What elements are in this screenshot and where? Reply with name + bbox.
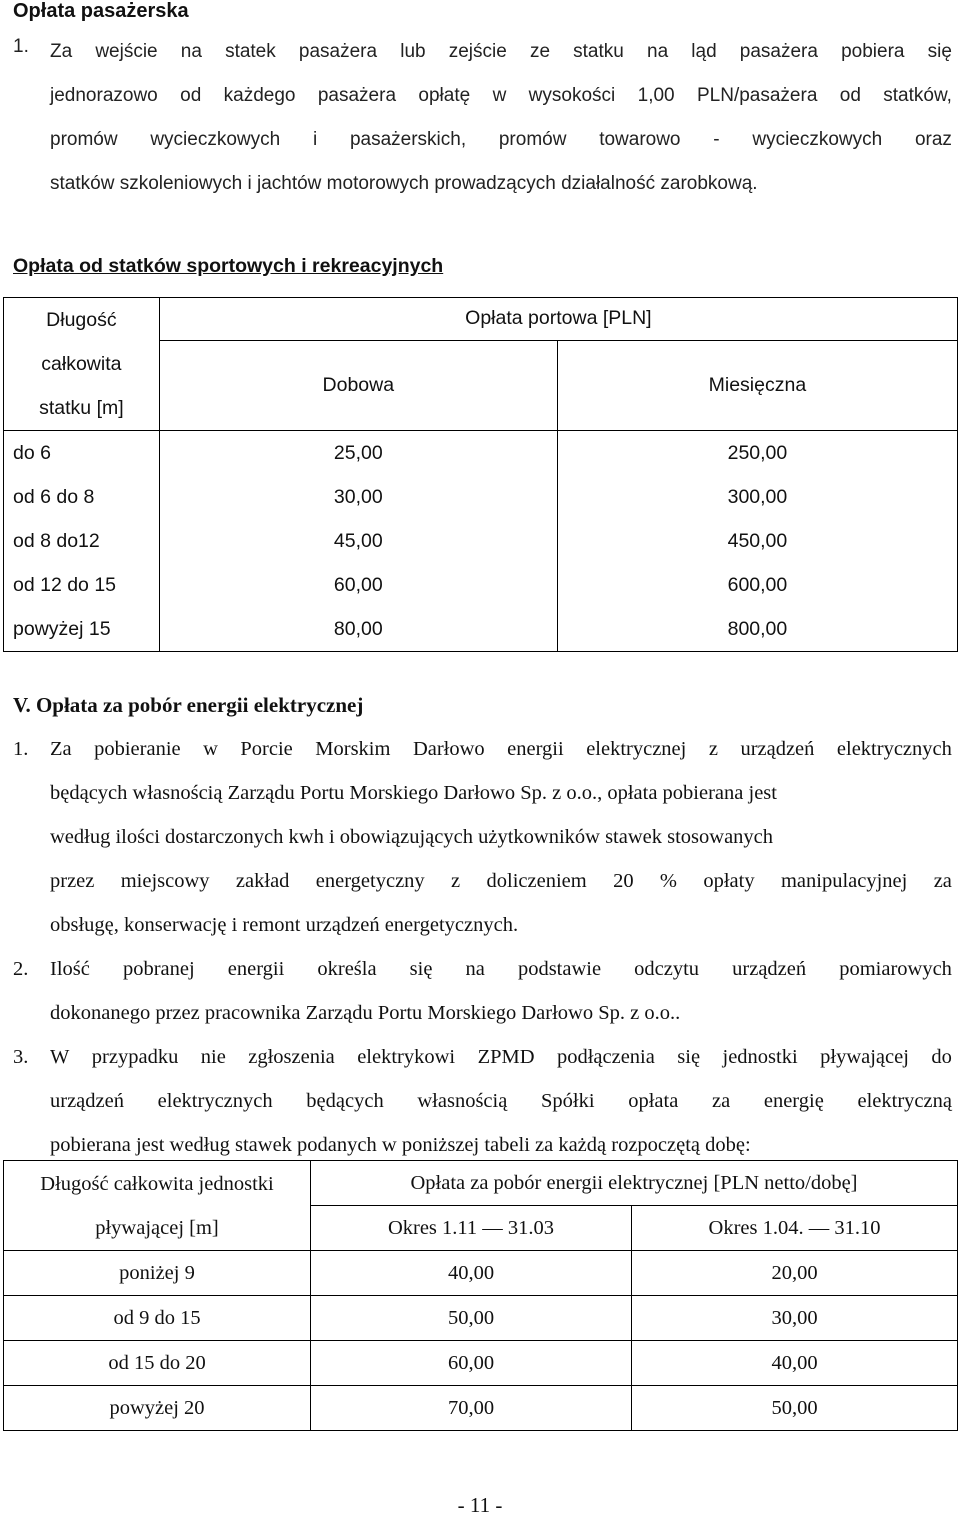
energy-item-2 [13, 947, 960, 1035]
energy-item-number: 2. [13, 958, 29, 980]
word: Za [50, 41, 73, 62]
word: przez [50, 870, 95, 892]
word: 1,00 [637, 85, 675, 106]
winter-period-header: Okres 1.11 — 31.03 [311, 1206, 632, 1251]
word: PLN/pasażera [696, 85, 818, 106]
paragraph-line [50, 947, 952, 991]
word: według ilości dostarczonych kwh i obowiązujących użytkowników stawek stosowanych [50, 826, 774, 848]
monthly-fee-cell: 300,00 [557, 475, 957, 519]
word: statku [573, 41, 624, 62]
word: Ilość [50, 958, 90, 980]
paragraph-line [50, 74, 952, 118]
word: zgłoszenia [248, 1046, 335, 1068]
paragraph-line [50, 815, 952, 859]
word: energii [227, 958, 285, 980]
word: - [713, 129, 720, 150]
word: energii [507, 738, 564, 760]
table-row [4, 1386, 958, 1431]
word: wycieczkowych [752, 129, 883, 150]
paragraph-line [50, 1079, 952, 1123]
word: energię [763, 1090, 824, 1112]
word: energetyczny [315, 870, 425, 892]
word: na [647, 41, 669, 62]
word: W [50, 1046, 70, 1068]
word: określa [317, 958, 377, 980]
length-range-cell: do 6 [4, 431, 160, 476]
word: na [465, 958, 485, 980]
monthly-header: Miesięczna [557, 340, 957, 430]
table-row [4, 1296, 958, 1341]
word: pomiarowych [839, 958, 952, 980]
monthly-fee-cell: 450,00 [557, 519, 957, 563]
daily-header: Dobowa [159, 340, 557, 430]
word: przypadku [91, 1046, 179, 1068]
energy-item-number: 3. [13, 1046, 29, 1068]
length-range-cell: od 8 do12 [4, 519, 160, 563]
word: Porcie [240, 738, 293, 760]
word: podstawie [517, 958, 602, 980]
word: Spółki [541, 1090, 595, 1112]
unit-length-header-cell [4, 1161, 311, 1251]
word: elektrycznych [836, 738, 952, 760]
unit-length-header-line: Długość całkowita jednostki [40, 1172, 274, 1195]
word: ląd [691, 41, 717, 62]
paragraph-line [50, 1035, 952, 1079]
winter-fee-cell: 50,00 [311, 1296, 632, 1341]
word: promów [498, 129, 567, 150]
word: i [312, 129, 318, 150]
summer-fee-cell: 20,00 [632, 1251, 958, 1296]
word: elektrykowi [357, 1046, 456, 1068]
winter-fee-cell: 60,00 [311, 1341, 632, 1386]
word: Morskim [315, 738, 391, 760]
daily-fee-cell: 45,00 [159, 519, 557, 563]
energy-items [13, 727, 960, 1167]
word: się [677, 1046, 701, 1068]
word: w [492, 85, 507, 106]
daily-fee-cell: 25,00 [159, 431, 557, 476]
word: zejście [448, 41, 507, 62]
word: towarowo [599, 129, 681, 150]
word: opłata [628, 1090, 679, 1112]
word: opłaty [703, 870, 755, 892]
word: dokonanego przez pracownika Zarządu Portu Morskiego Darłowo Sp. z o.o.. [50, 1002, 681, 1024]
paragraph-line [50, 771, 952, 815]
summer-fee-cell: 30,00 [632, 1296, 958, 1341]
paragraph-line [50, 727, 952, 771]
word: ZPMD [477, 1046, 535, 1068]
section-heading-sport: Opłata od statków sportowych i rekreacyjnych [13, 255, 444, 277]
energy-item-number: 1. [13, 738, 29, 760]
table-row [4, 563, 958, 607]
unit-length-cell: poniżej 9 [4, 1251, 311, 1296]
passenger-paragraph [50, 30, 952, 206]
word: opłatę [418, 85, 471, 106]
winter-fee-cell: 40,00 [311, 1251, 632, 1296]
monthly-fee-cell: 800,00 [557, 607, 957, 652]
word: lub [400, 41, 426, 62]
word: pasażerskich, [349, 129, 467, 150]
word: % [659, 870, 677, 892]
word: elektrycznej [586, 738, 687, 760]
word: statków szkoleniowych i jachtów motorowych prowadzących działalność zarobkową. [50, 173, 758, 194]
word: w [203, 738, 218, 760]
word: pasażera [298, 41, 378, 62]
unit-length-cell: powyżej 20 [4, 1386, 311, 1431]
word: urządzeń [740, 738, 815, 760]
length-header-line: statku [m] [39, 397, 124, 419]
word: Za [50, 738, 72, 760]
word: urządzeń [50, 1090, 124, 1112]
word: od [180, 85, 202, 106]
energy-item-1 [13, 727, 960, 947]
word: każdego [223, 85, 296, 106]
word: wycieczkowych [150, 129, 281, 150]
word: elektrycznych [157, 1090, 273, 1112]
paragraph-line [50, 30, 952, 74]
word: miejscowy [120, 870, 210, 892]
table-row [4, 607, 958, 652]
monthly-fee-cell: 600,00 [557, 563, 957, 607]
word: elektryczną [857, 1090, 952, 1112]
word: pobierana jest według stawek podanych w poniższej tabeli za każdą rozpoczętą dobę: [50, 1134, 751, 1156]
monthly-fee-cell: 250,00 [557, 431, 957, 476]
paragraph-line [50, 991, 952, 1035]
table-row [4, 431, 958, 476]
word: Darłowo [412, 738, 485, 760]
word: statków, [883, 85, 952, 106]
word: się [409, 958, 433, 980]
word: manipulacyjnej [780, 870, 908, 892]
word: statek [225, 41, 276, 62]
energy-fee-group-header: Opłata za pobór energii elektrycznej [PLN netto/dobę] [311, 1161, 958, 1206]
length-range-cell: od 6 do 8 [4, 475, 160, 519]
unit-length-cell: od 9 do 15 [4, 1296, 311, 1341]
table-row [4, 519, 958, 563]
daily-fee-cell: 80,00 [159, 607, 557, 652]
page-number: - 11 - [457, 1493, 503, 1517]
word: pobranej [122, 958, 195, 980]
word: pobiera [841, 41, 905, 62]
unit-length-header-line: pływającej [m] [95, 1216, 219, 1239]
word: pływającej [820, 1046, 909, 1068]
word: odczytu [634, 958, 700, 980]
table-row [4, 1251, 958, 1296]
daily-fee-cell: 30,00 [159, 475, 557, 519]
word: z [451, 870, 461, 892]
word: jednostki [722, 1046, 798, 1068]
passenger-item-number: 1. [13, 36, 29, 57]
summer-period-header: Okres 1.04. — 31.10 [632, 1206, 958, 1251]
word: będących własnością Zarządu Portu Morskiego Darłowo Sp. z o.o., opłata pobierana jest [50, 782, 777, 804]
word: obsługę, konserwację i remont urządzeń energetycznych. [50, 914, 519, 936]
summer-fee-cell: 50,00 [632, 1386, 958, 1431]
summer-fee-cell: 40,00 [632, 1341, 958, 1386]
table-row [4, 475, 958, 519]
length-header-line: Długość [46, 309, 117, 331]
word: oraz [914, 129, 952, 150]
paragraph-line [50, 118, 952, 162]
table-row [4, 1341, 958, 1386]
daily-fee-cell: 60,00 [159, 563, 557, 607]
word: urządzeń [732, 958, 807, 980]
port-fee-group-header: Opłata portowa [PLN] [159, 298, 957, 341]
word: za [711, 1090, 731, 1112]
word: się [927, 41, 952, 62]
unit-length-cell: od 15 do 20 [4, 1341, 311, 1386]
word: podłączenia [556, 1046, 655, 1068]
energy-item-3 [13, 1035, 960, 1167]
word: do [931, 1046, 952, 1068]
length-range-cell: powyżej 15 [4, 607, 160, 652]
word: będących [306, 1090, 384, 1112]
length-range-cell: od 12 do 15 [4, 563, 160, 607]
sport-fee-table [3, 297, 958, 652]
word: z [708, 738, 718, 760]
paragraph-line [50, 903, 952, 947]
word: zakład [235, 870, 290, 892]
word: jednorazowo [50, 85, 158, 106]
length-header-line: całkowita [41, 353, 122, 375]
word: wysokości [528, 85, 616, 106]
word: nie [200, 1046, 226, 1068]
length-header-cell [4, 298, 160, 431]
word: za [933, 870, 952, 892]
word: promów [50, 129, 118, 150]
word: pasażera [317, 85, 397, 106]
word: wejście [95, 41, 158, 62]
energy-fee-table [3, 1160, 958, 1431]
paragraph-line [50, 859, 952, 903]
section-heading-passenger: Opłata pasażerska [13, 0, 189, 22]
paragraph-line [50, 162, 952, 206]
word: od [839, 85, 861, 106]
word: na [180, 41, 202, 62]
word: własnością [417, 1090, 508, 1112]
word: doliczeniem [486, 870, 587, 892]
word: pasażera [739, 41, 818, 62]
word: pobieranie [94, 738, 181, 760]
word: 20 [613, 870, 634, 892]
winter-fee-cell: 70,00 [311, 1386, 632, 1431]
word: ze [529, 41, 551, 62]
section-heading-energy: V. Opłata za pobór energii elektrycznej [13, 693, 364, 717]
